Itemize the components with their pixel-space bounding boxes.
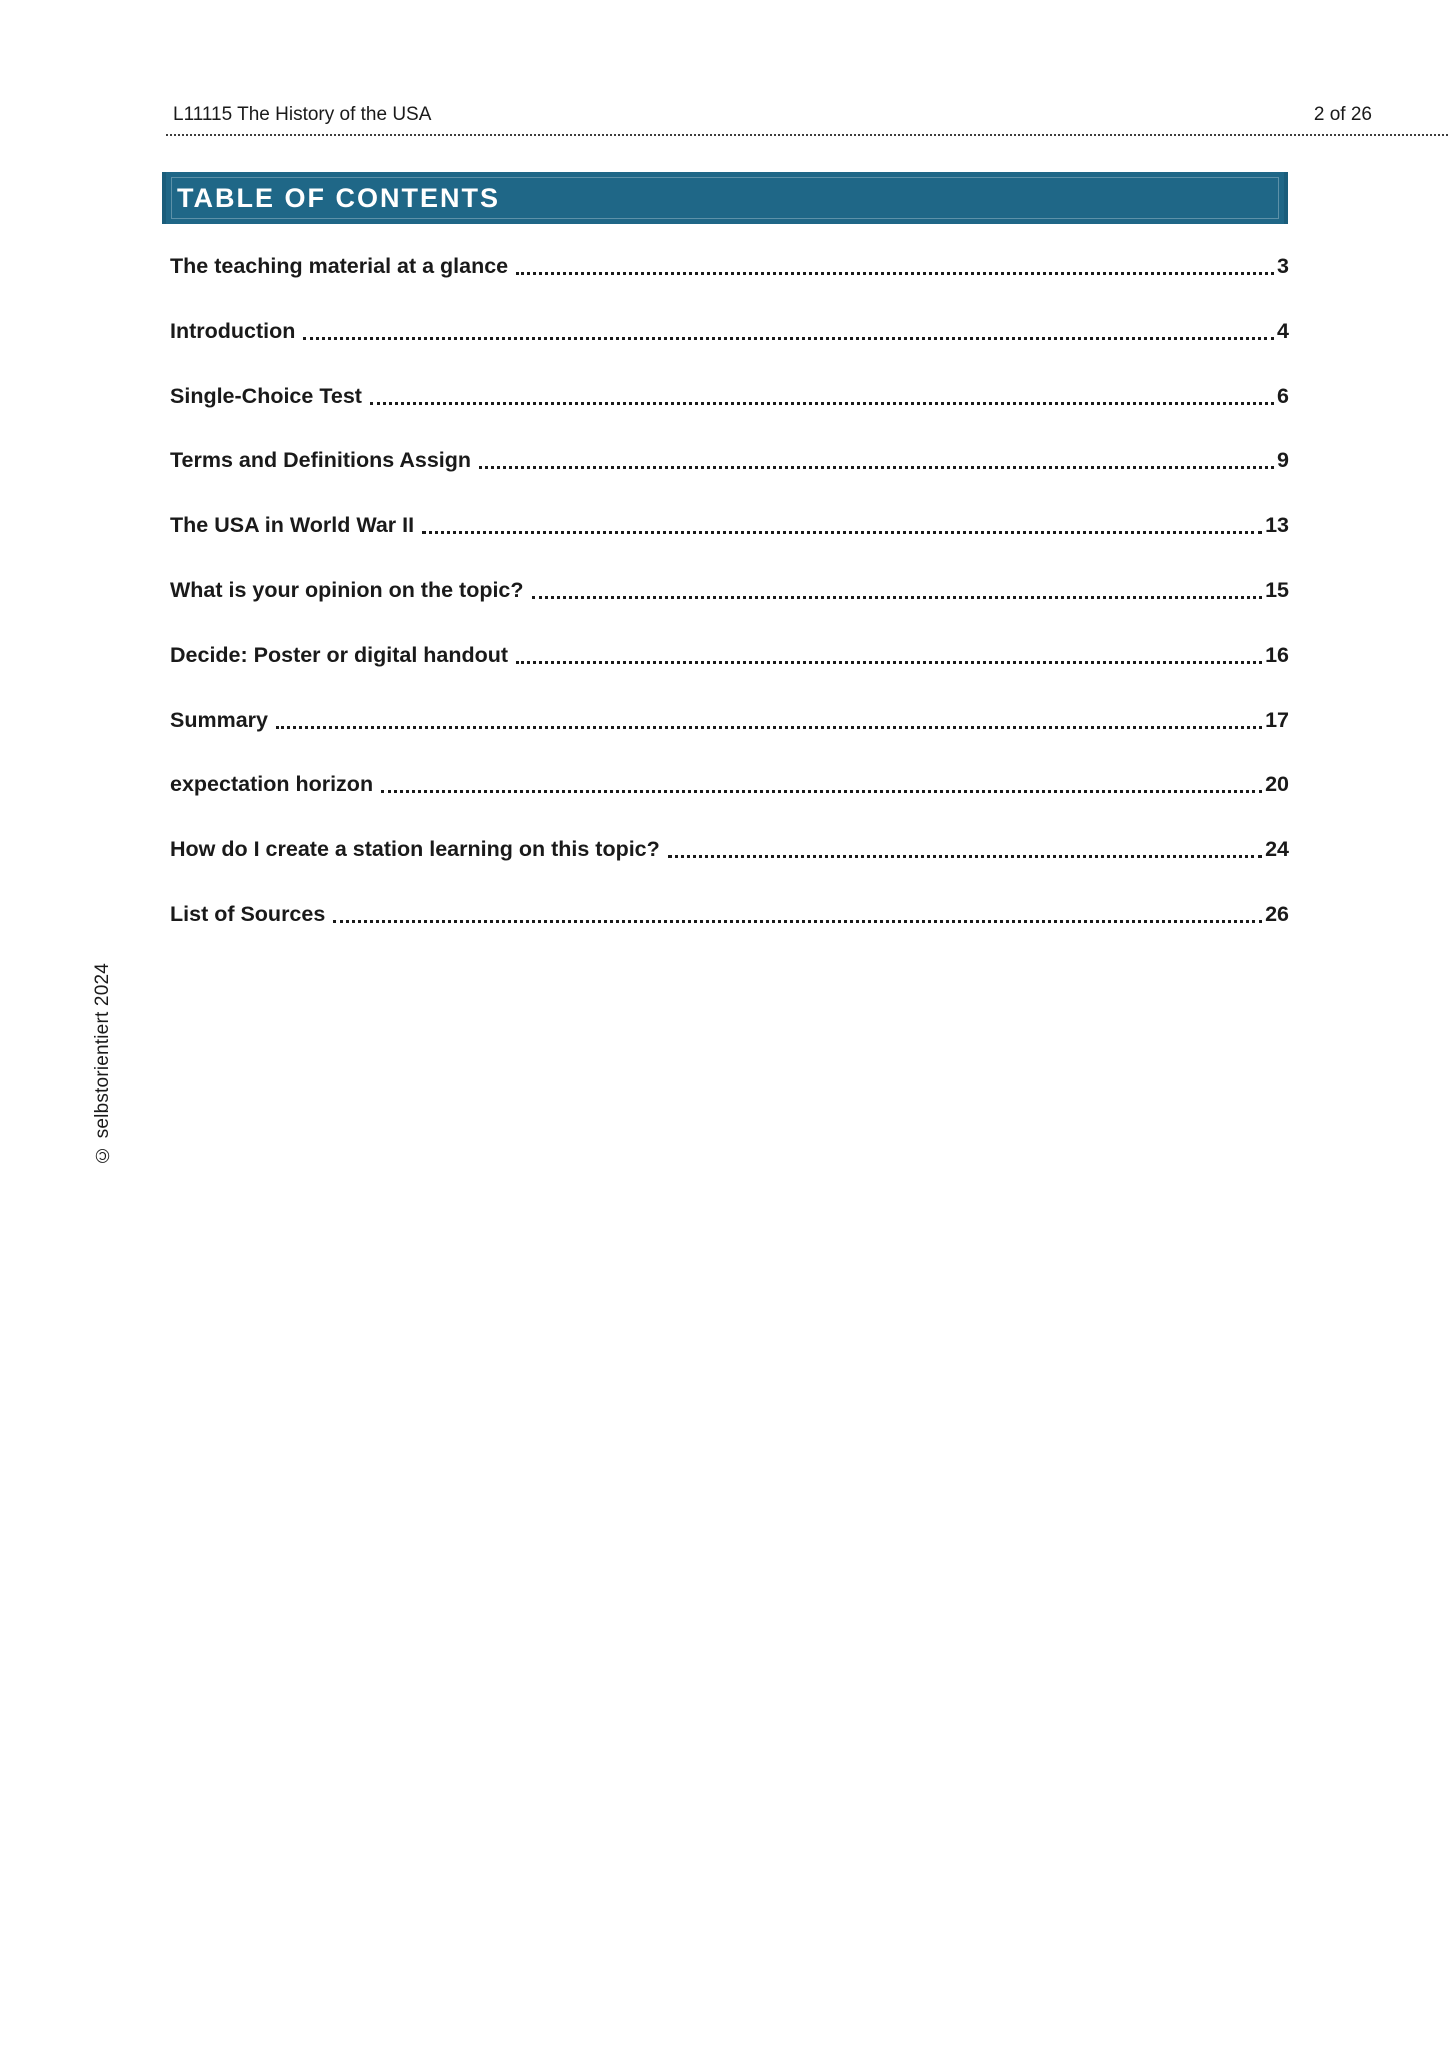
toc-list [170, 251, 1289, 964]
page-header [166, 104, 1448, 136]
document-code: L11115 The History of the USA [173, 104, 432, 125]
toc-entry-label: The USA in World War II [170, 513, 415, 538]
toc-banner [162, 172, 1288, 224]
toc-entry-page-number: 16 [1265, 642, 1289, 667]
page-number-indicator: 2 of 26 [1313, 104, 1372, 125]
toc-entry-label: The teaching material at a glance [170, 254, 509, 278]
toc-banner-title: TABLE OF CONTENTS [177, 182, 500, 213]
toc-entry [170, 705, 1289, 735]
toc-dot-leader [303, 337, 1274, 340]
toc-dot-leader [532, 596, 1263, 599]
toc-entry-label: expectation horizon [170, 772, 374, 797]
toc-entry [170, 834, 1289, 864]
toc-entry-page-number: 26 [1265, 901, 1289, 926]
toc-entry [170, 445, 1289, 475]
toc-dot-leader [381, 790, 1262, 793]
toc-entry-page-number: 24 [1265, 837, 1289, 862]
toc-entry-page-number: 9 [1277, 448, 1289, 473]
toc-entry [170, 899, 1289, 929]
toc-entry-page-number: 4 [1277, 318, 1289, 343]
toc-entry-label: Summary [170, 707, 268, 732]
toc-entry [170, 316, 1289, 346]
toc-entry-page-number: 15 [1265, 577, 1289, 602]
toc-dot-leader [516, 272, 1274, 275]
toc-entry-label: Decide: Poster or digital handout [170, 642, 509, 667]
toc-dot-leader [370, 402, 1274, 405]
toc-entry [170, 251, 1289, 281]
toc-entry-page-number: 13 [1265, 513, 1289, 538]
toc-entry [170, 575, 1289, 605]
toc-entry-page-number: 3 [1277, 254, 1289, 278]
toc-dot-leader [276, 726, 1262, 729]
toc-entry [170, 381, 1289, 411]
toc-entry [170, 510, 1289, 540]
toc-entry-page-number: 17 [1265, 707, 1289, 732]
toc-entry-label: Terms and Definitions Assign [170, 448, 472, 473]
toc-entry-page-number: 6 [1277, 383, 1289, 408]
toc-entry-label: What is your opinion on the topic? [170, 577, 524, 602]
toc-entry-label: Single-Choice Test [170, 383, 362, 408]
toc-dot-leader [333, 920, 1262, 923]
toc-dot-leader [516, 661, 1262, 664]
toc-entry-label: How do I create a station learning on this topic? [170, 837, 660, 862]
toc-entry [170, 640, 1289, 670]
copyright-vertical-text: © selbstorientiert 2024 [92, 963, 113, 1165]
toc-entry-label: List of Sources [170, 901, 326, 926]
toc-dot-leader [422, 531, 1262, 534]
toc-entry [170, 769, 1289, 799]
toc-entry-label: Introduction [170, 318, 296, 343]
toc-entry-page-number: 20 [1265, 772, 1289, 797]
toc-dot-leader [668, 855, 1262, 858]
toc-dot-leader [479, 466, 1274, 469]
